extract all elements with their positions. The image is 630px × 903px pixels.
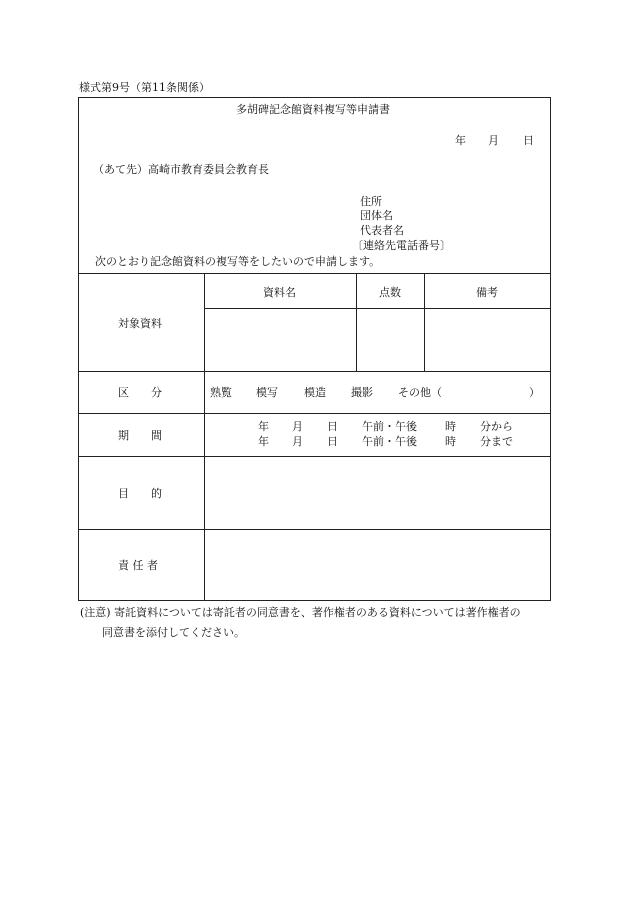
note-line-1: (注意) 寄託資料については寄託者の同意書を、著作権者のある資料については著作権者の: [80, 606, 521, 619]
date-month: 月: [488, 134, 499, 147]
category-option-viewing: 熟覧: [210, 386, 232, 399]
applicant-contact-label: 〔連絡先電話番号〕: [352, 239, 451, 252]
period-to-day: 日: [327, 435, 338, 448]
category-label: 区 分: [118, 386, 162, 399]
period-to-year: 年: [258, 435, 269, 448]
period-to-hour: 時: [445, 435, 456, 448]
applicant-representative-label: 代表者名: [360, 224, 404, 237]
note-line-2: 同意書を添付してください。: [102, 626, 245, 639]
period-to-ampm: 午前・午後: [362, 435, 417, 448]
addressee: （あて先）高崎市教育委員会教育長: [93, 163, 269, 176]
remarks-column-line: [424, 273, 425, 371]
category-option-replica: 模造: [304, 386, 326, 399]
date-day: 日: [523, 134, 534, 147]
applicant-organization-label: 団体名: [360, 209, 393, 222]
period-to-month: 月: [292, 435, 303, 448]
period-from-hour: 時: [445, 420, 456, 433]
header-count: 点数: [379, 286, 401, 299]
applicant-address-label: 住所: [360, 195, 382, 208]
period-from-year: 年: [258, 420, 269, 433]
responsible-top-line: [78, 529, 551, 530]
responsible-person-label: 責 任 者: [118, 559, 158, 572]
table-top-line: [78, 273, 551, 274]
period-to-minute: 分まで: [480, 435, 513, 448]
category-option-photography: 撮影: [351, 386, 373, 399]
header-row-line: [204, 308, 551, 309]
period-from-ampm: 午前・午後: [362, 420, 417, 433]
category-close-paren: ）: [529, 386, 540, 399]
category-option-tracing: 模写: [256, 386, 278, 399]
period-label: 期 間: [118, 429, 162, 442]
period-top-line: [78, 413, 551, 414]
purpose-label: 目 的: [118, 487, 162, 500]
period-from-day: 日: [327, 420, 338, 433]
period-from-minute: 分から: [480, 420, 513, 433]
category-top-line: [78, 371, 551, 372]
application-statement: 次のとおり記念館資料の複写等をしたいので申請します。: [95, 255, 381, 268]
count-column-line: [356, 273, 357, 371]
category-option-other: その他（: [398, 386, 442, 399]
date-year: 年: [455, 134, 466, 147]
subject-material-label: 対象資料: [118, 317, 162, 330]
header-material-name: 資料名: [263, 286, 296, 299]
purpose-top-line: [78, 456, 551, 457]
label-column-line: [204, 273, 205, 601]
form-number: 様式第9号（第11条関係）: [79, 81, 210, 94]
form-title: 多胡碑記念館資料複写等申請書: [236, 103, 390, 116]
period-from-month: 月: [292, 420, 303, 433]
header-remarks: 備考: [476, 286, 498, 299]
